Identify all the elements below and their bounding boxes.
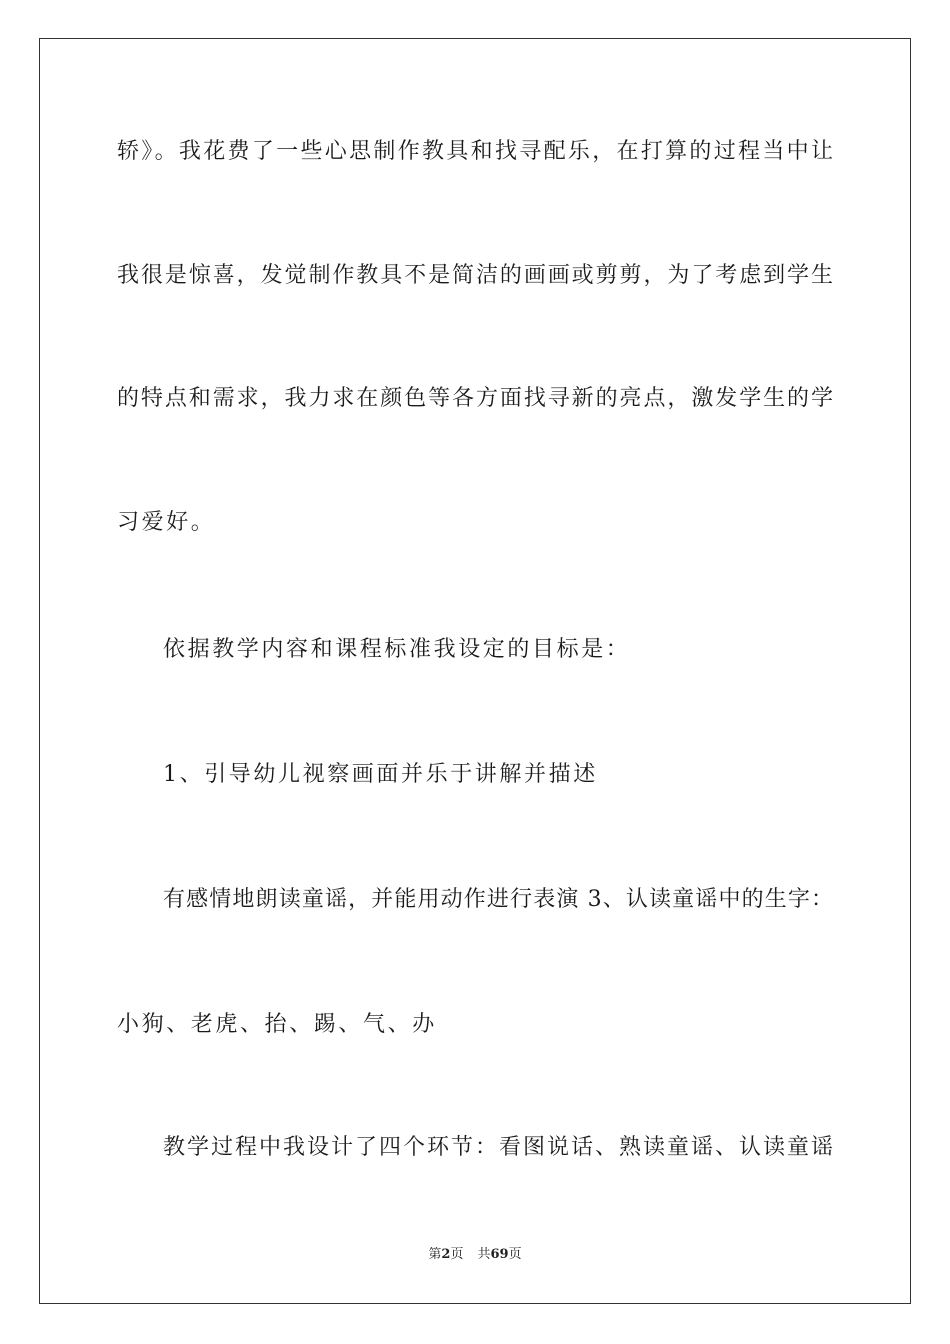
page-frame — [39, 38, 911, 1304]
footer-total-pages: 69 — [490, 1247, 509, 1262]
body-line-1: 轿》。我花费了一些心思制作教具和找寻配乐，在打算的过程当中让 — [117, 139, 833, 164]
body-line-4: 习爱好。 — [117, 510, 216, 535]
body-line-6: 1、引导幼儿视察画面并乐于讲解并描述 — [163, 762, 598, 787]
body-line-2: 我很是惊喜，发觉制作教具不是简洁的画画或剪剪，为了考虑到学生 — [117, 263, 833, 288]
footer-page-prefix: 第 — [428, 1247, 442, 1262]
body-line-9: 教学过程中我设计了四个环节：看图说话、熟读童谣、认读童谣 — [163, 1135, 833, 1160]
body-line-8: 小狗、老虎、抬、踢、气、办 — [117, 1012, 437, 1037]
footer-page-number: 2 — [441, 1247, 451, 1262]
page-footer — [0, 1247, 950, 1263]
footer-total-prefix: 共 — [477, 1247, 491, 1262]
body-line-3: 的特点和需求，我力求在颜色等各方面找寻新的亮点，激发学生的学 — [117, 386, 833, 411]
body-line-7: 有感情地朗读童谣，并能用动作进行表演 3、认读童谣中的生字： — [163, 887, 833, 912]
footer-page-suffix: 页 — [450, 1247, 464, 1262]
body-line-5: 依据教学内容和课程标准我设定的目标是： — [163, 637, 631, 662]
footer-total-suffix: 页 — [508, 1247, 522, 1262]
